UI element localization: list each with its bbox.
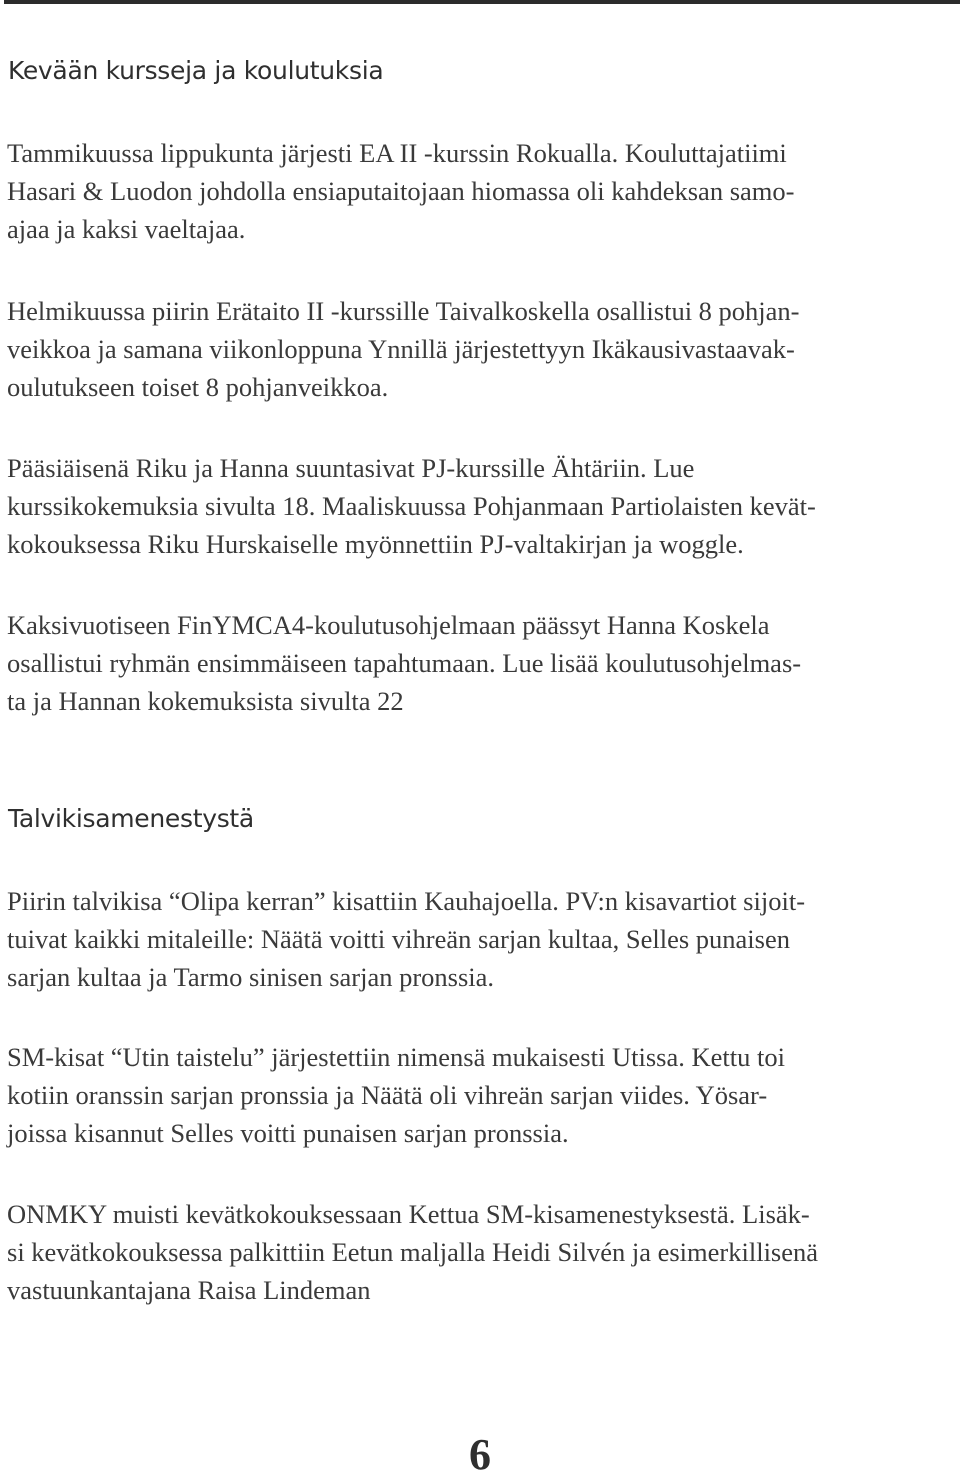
text-line: Pääsiäisenä Riku ja Hanna suuntasivat PJ-kurssille Ähtäriin. Lue [7, 453, 695, 483]
text-line: Tammikuussa lippukunta järjesti EA II -kurssin Rokualla. Kouluttajatiimi [7, 138, 787, 168]
text-line: Helmikuussa piirin Erätaito II -kurssille Taivalkoskella osallistui 8 pohjan- [7, 296, 800, 326]
text-line: Hasari & Luodon johdolla ensiaputaitojaan hiomassa oli kahdeksan samo- [7, 176, 795, 206]
text-line: vastuunkantajana Raisa Lindeman [7, 1275, 371, 1305]
text-line: ONMKY muisti kevätkokouksessaan Kettua SM-kisamenestyksestä. Lisäk- [7, 1199, 810, 1229]
text-line: veikkoa ja samana viikonloppuna Ynnillä järjestettyyn Ikäkausivastaavak- [7, 334, 795, 364]
paragraph [7, 449, 816, 563]
text-line: osallistui ryhmän ensimmäiseen tapahtumaan. Lue lisää koulutusohjelmas- [7, 648, 802, 678]
paragraph [7, 606, 801, 720]
text-line: sarjan kultaa ja Tarmo sinisen sarjan pronssia. [7, 962, 495, 992]
text-line: Kaksivuotiseen FinYMCA4-koulutusohjelmaan päässyt Hanna Koskela [7, 610, 770, 640]
paragraph [7, 292, 800, 406]
section-heading-courses: Kevään kursseja ja koulutuksia [8, 56, 384, 85]
page-number: 6 [469, 1430, 491, 1479]
top-rule [4, 0, 960, 4]
text-line: ta ja Hannan kokemuksista sivulta 22 [7, 686, 404, 716]
text-line: oulutukseen toiset 8 pohjanveikkoa. [7, 372, 389, 402]
paragraph [7, 134, 794, 248]
text-line: kurssikokemuksia sivulta 18. Maaliskuussa Pohjanmaan Partiolaisten kevät- [7, 491, 816, 521]
text-line: si kevätkokouksessa palkittiin Eetun maljalla Heidi Silvén ja esimerkillisenä [7, 1237, 819, 1267]
text-line: Piirin talvikisa “Olipa kerran” kisattiin Kauhajoella. PV:n kisavartiot sijoit- [7, 886, 806, 916]
paragraph [7, 1195, 818, 1309]
text-line: SM-kisat “Utin taistelu” järjestettiin nimensä mukaisesti Utissa. Kettu toi [7, 1042, 785, 1072]
paragraph [7, 1038, 785, 1152]
text-line: tuivat kaikki mitaleille: Näätä voitti vihreän sarjan kultaa, Selles punaisen [7, 924, 790, 954]
section-heading-winter-competitions: Talvikisamenestystä [8, 804, 254, 833]
text-line: kotiin oranssin sarjan pronssia ja Näätä oli vihreän sarjan viides. Yösar- [7, 1080, 768, 1110]
paragraph [7, 882, 805, 996]
text-line: ajaa ja kaksi vaeltajaa. [7, 214, 246, 244]
text-line: kokouksessa Riku Hurskaiselle myönnettiin PJ-valtakirjan ja woggle. [7, 529, 744, 559]
text-line: joissa kisannut Selles voitti punaisen sarjan pronssia. [7, 1118, 569, 1148]
